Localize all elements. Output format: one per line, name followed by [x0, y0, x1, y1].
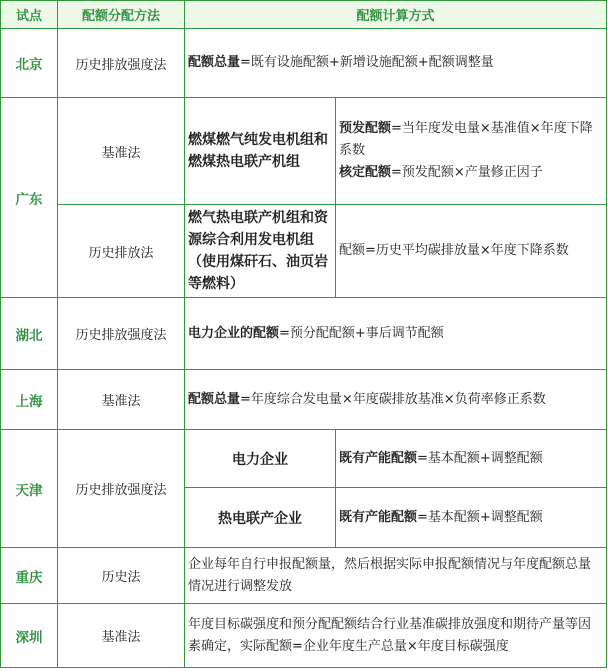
calc-tianjin-1-formula: =基本配额+调整配额 [417, 450, 543, 466]
calc-hubei [185, 298, 607, 370]
calc-beijing-term: 配额总量 [188, 55, 241, 70]
header-pilot: 试点 [1, 1, 58, 29]
calc-shanghai-formula: =年度综合发电量×年度碳排放基准×负荷率修正系数 [240, 391, 546, 407]
pilot-hubei: 湖北 [1, 298, 58, 370]
table-row-beijing [1, 29, 607, 98]
method-shenzhen: 基准法 [58, 604, 185, 668]
pilot-shanghai: 上海 [1, 370, 58, 430]
table-row-hubei [1, 298, 607, 370]
table-row-guangdong-2 [1, 205, 607, 298]
type-tianjin-1: 电力企业 [185, 430, 336, 488]
calc-chongqing: 企业每年自行申报配额量，然后根据实际申报配额情况与年度配额总量情况进行调整发放 [185, 548, 607, 604]
method-guangdong-1: 基准法 [58, 98, 185, 205]
calc-guangdong-1-line2 [339, 162, 603, 184]
pilot-shenzhen: 深圳 [1, 604, 58, 668]
calc-shenzhen: 年度目标碳强度和预分配配额结合行业基准碳排放强度和期待产量等因素确定，实际配额=企业年度生产总量×年度目标碳强度 [185, 604, 607, 668]
method-chongqing: 历史法 [58, 548, 185, 604]
table-row-tianjin-1 [1, 430, 607, 488]
calc-tianjin-2-term: 既有产能配额 [339, 509, 418, 525]
type-tianjin-2: 热电联产企业 [185, 488, 336, 548]
table-row-guangdong-1 [1, 98, 607, 205]
calc-tianjin-1 [336, 430, 607, 488]
method-hubei: 历史排放强度法 [58, 298, 185, 370]
calc-guangdong-1 [336, 98, 607, 205]
table-row-chongqing [1, 548, 607, 604]
calc-guangdong-1-line1 [339, 118, 603, 162]
calc-beijing [185, 29, 607, 98]
calc-hubei-formula: =预分配配额+事后调节配额 [279, 325, 444, 341]
calc-shanghai-term: 配额总量 [188, 391, 241, 407]
header-calc: 配额计算方式 [185, 1, 607, 29]
pilot-tianjin: 天津 [1, 430, 58, 548]
pilot-guangdong: 广东 [1, 98, 58, 298]
calc-hubei-term: 电力企业的配额 [188, 325, 280, 341]
calc-guangdong-1-formula2: =预发配额×产量修正因子 [391, 165, 543, 180]
table-row-shenzhen [1, 604, 607, 668]
method-guangdong-2: 历史排放法 [58, 205, 185, 298]
table-row-shanghai [1, 370, 607, 430]
calc-tianjin-2 [336, 488, 607, 548]
method-shanghai: 基准法 [58, 370, 185, 430]
pilot-beijing: 北京 [1, 29, 58, 98]
header-method: 配额分配方法 [58, 1, 185, 29]
calc-tianjin-2-formula: =基本配额+调整配额 [417, 509, 543, 525]
method-beijing: 历史排放强度法 [58, 29, 185, 98]
pilot-chongqing: 重庆 [1, 548, 58, 604]
calc-shanghai [185, 370, 607, 430]
calc-guangdong-1-term2: 核定配额 [339, 165, 392, 180]
calc-guangdong-1-term1: 预发配额 [339, 121, 392, 136]
calc-tianjin-1-term: 既有产能配额 [339, 450, 418, 466]
calc-guangdong-1-formula1: =当年度发电量×基准值×年度下降系数 [339, 121, 593, 158]
calc-guangdong-2: 配额=历史平均碳排放量×年度下降系数 [336, 205, 607, 298]
calc-beijing-formula: =既有设施配额+新增设施配额+配额调整量 [240, 55, 494, 70]
units-guangdong-1: 燃煤燃气纯发电机组和燃煤热电联产机组 [185, 98, 336, 205]
method-tianjin: 历史排放强度法 [58, 430, 185, 548]
units-guangdong-2: 燃气热电联产机组和资源综合利用发电机组（使用煤矸石、油页岩等燃料） [185, 205, 336, 298]
header-row [1, 1, 607, 29]
